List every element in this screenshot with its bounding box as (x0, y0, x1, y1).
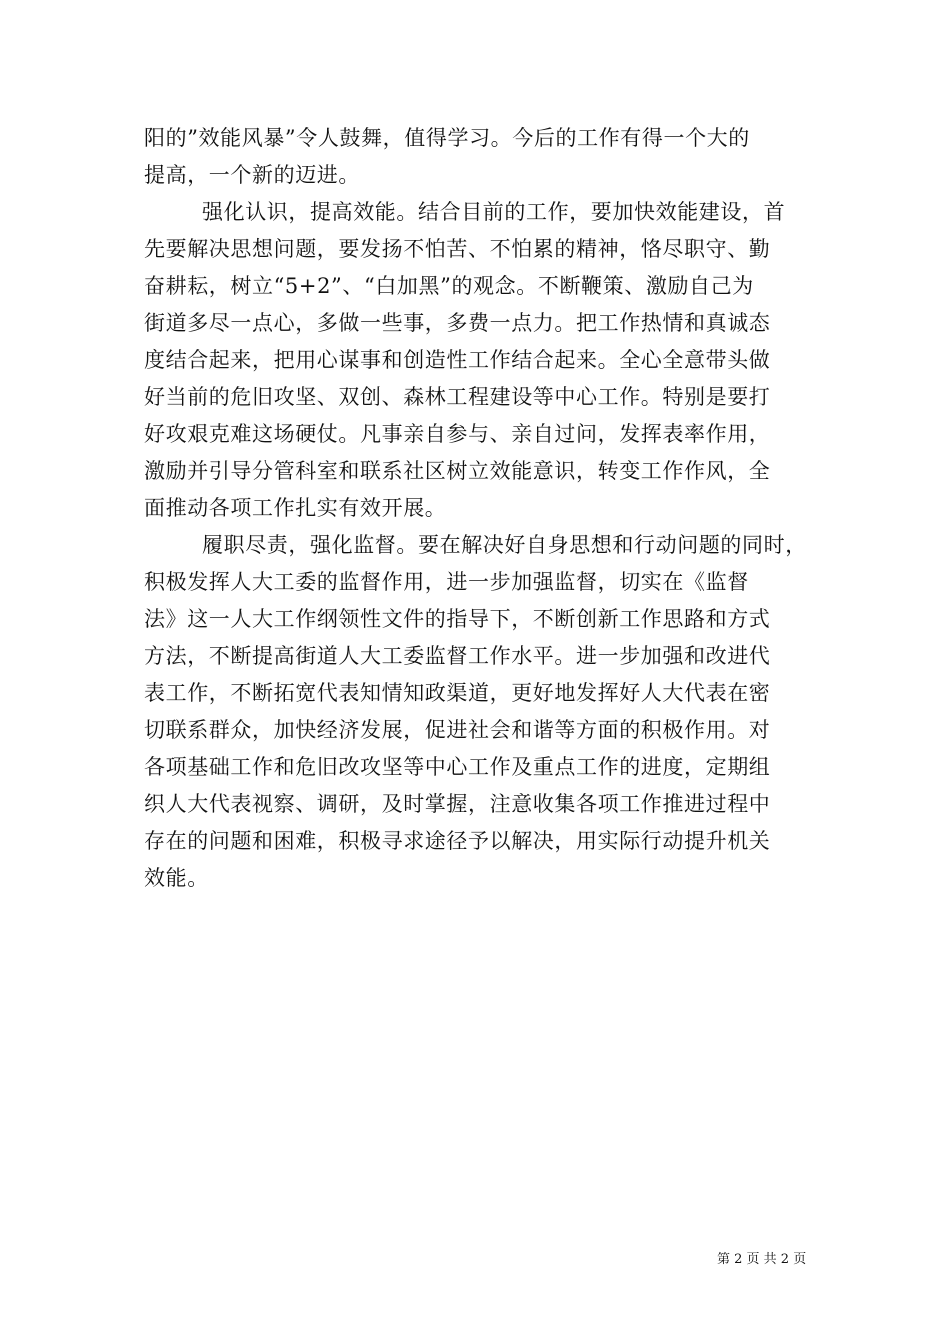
paragraph-2-line-6: 好当前的危旧攻坚、双创、森林工程建设等中心工作。特别是要打 (144, 385, 771, 409)
paragraph-2-line-5: 度结合起来，把用心谋事和创造性工作结合起来。全心全意带头做 (144, 348, 771, 372)
paragraph-2-line-8: 激励并引导分管科室和联系社区树立效能意识，转变工作作风，全 (144, 459, 771, 483)
paragraph-2-line-2: 先要解决思想问题，要发扬不怕苦、不怕累的精神，恪尽职守、勤 (144, 237, 771, 261)
paragraph-1-line-2: 提高，一个新的迈进。 (144, 163, 360, 187)
paragraph-3-line-3: 法》这一人大工作纲领性文件的指导下，不断创新工作思路和方式 (144, 607, 771, 631)
paragraph-1-line-1: 阳的”效能风暴”令人鼓舞，值得学习。今后的工作有得一个大的 (144, 126, 750, 150)
paragraph-2-line-3: 奋耕耘，树立“5+2”、“白加黑”的观念。不断鞭策、激励自己为 (144, 274, 754, 298)
paragraph-3-line-6: 切联系群众，加快经济发展，促进社会和谐等方面的积极作用。对 (144, 718, 771, 742)
paragraph-3-line-1: 履职尽责，强化监督。要在解决好自身思想和行动问题的同时， (202, 533, 807, 557)
paragraph-2-line-7: 好攻艰克难这场硬仗。凡事亲自参与、亲自过问，发挥表率作用， (144, 422, 771, 446)
paragraph-2-line-9: 面推动各项工作扎实有效开展。 (144, 496, 447, 520)
paragraph-3-line-4: 方法，不断提高街道人大工委监督工作水平。进一步加强和改进代 (144, 644, 771, 668)
page-number: 第 2 页 共 2 页 (717, 1252, 807, 1267)
paragraph-3-line-10: 效能。 (144, 866, 209, 890)
paragraph-2-line-4: 街道多尽一点心，多做一些事，多费一点力。把工作热情和真诚态 (144, 311, 771, 335)
paragraph-3-line-9: 存在的问题和困难，积极寻求途径予以解决，用实际行动提升机关 (144, 829, 771, 853)
paragraph-3-line-8: 织人大代表视察、调研，及时掌握，注意收集各项工作推进过程中 (144, 792, 771, 816)
paragraph-3-line-2: 积极发挥人大工委的监督作用，进一步加强监督，切实在《监督 (144, 570, 749, 594)
paragraph-2-line-1: 强化认识，提高效能。结合目前的工作，要加快效能建设，首 (202, 200, 786, 224)
paragraph-3-line-5: 表工作，不断拓宽代表知情知政渠道，更好地发挥好人大代表在密 (144, 681, 771, 705)
paragraph-3-line-7: 各项基础工作和危旧改攻坚等中心工作及重点工作的进度，定期组 (144, 755, 771, 779)
